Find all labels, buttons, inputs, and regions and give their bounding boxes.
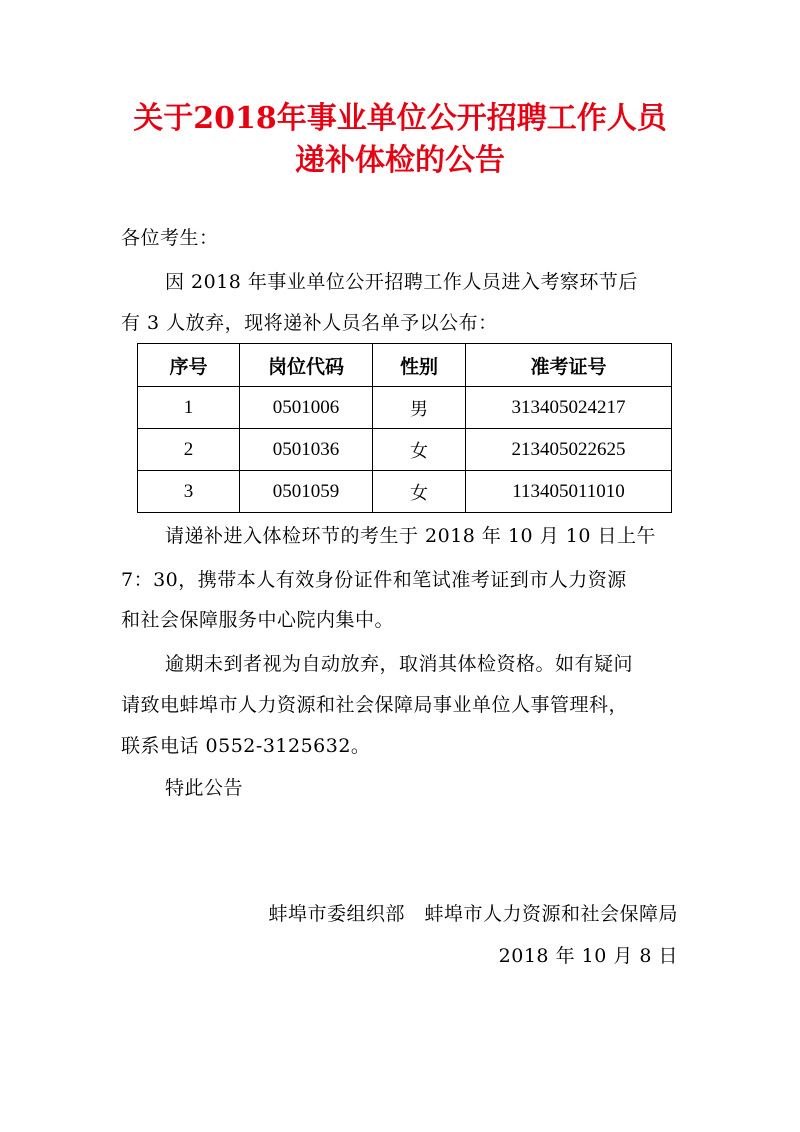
cell-exam-ticket-number: 313405024217 bbox=[466, 387, 672, 429]
cell-gender: 女 bbox=[373, 429, 466, 471]
cell-position-code: 0501006 bbox=[240, 387, 373, 429]
table-row bbox=[138, 387, 672, 429]
notice-title-line-2: 递补体检的公告 bbox=[295, 143, 505, 178]
table-row bbox=[138, 471, 672, 513]
intro-paragraph-line-1: 因 2018 年事业单位公开招聘工作人员进入考察环节后 bbox=[165, 271, 638, 293]
notice-title-line-1: 关于2018年事业单位公开招聘工作人员 bbox=[133, 101, 667, 136]
issuing-organizations: 蚌埠市委组织部 蚌埠市人力资源和社会保障局 bbox=[268, 903, 678, 925]
cell-seq-number: 2 bbox=[138, 429, 240, 471]
body-paragraph-1-line-2: 7：30，携带本人有效身份证件和笔试准考证到市人力资源 bbox=[121, 569, 627, 591]
header-seq-number: 序号 bbox=[138, 344, 240, 387]
table-header-row bbox=[138, 344, 672, 387]
body-paragraph-1-line-3: 和社会保障服务中心院内集中。 bbox=[121, 609, 395, 631]
cell-seq-number: 1 bbox=[138, 387, 240, 429]
cell-gender: 女 bbox=[373, 471, 466, 513]
cell-exam-ticket-number: 213405022625 bbox=[466, 429, 672, 471]
header-exam-ticket-number: 准考证号 bbox=[466, 344, 672, 387]
body-paragraph-2-line-2: 请致电蚌埠市人力资源和社会保障局事业单位人事管理科， bbox=[121, 694, 629, 716]
header-position-code: 岗位代码 bbox=[240, 344, 373, 387]
cell-seq-number: 3 bbox=[138, 471, 240, 513]
table-row bbox=[138, 429, 672, 471]
cell-position-code: 0501036 bbox=[240, 429, 373, 471]
issue-date: 2018 年 10 月 8 日 bbox=[498, 945, 678, 967]
body-paragraph-1-line-1: 请递补进入体检环节的考生于 2018 年 10 月 10 日上午 bbox=[165, 525, 656, 547]
cell-exam-ticket-number: 113405011010 bbox=[466, 471, 672, 513]
cell-gender: 男 bbox=[373, 387, 466, 429]
header-gender: 性别 bbox=[373, 344, 466, 387]
body-paragraph-2-line-1: 逾期未到者视为自动放弃，取消其体检资格。如有疑问 bbox=[165, 653, 634, 675]
body-paragraph-2-line-3: 联系电话 0552-3125632。 bbox=[121, 735, 371, 757]
candidate-table bbox=[137, 343, 672, 513]
cell-position-code: 0501059 bbox=[240, 471, 373, 513]
salutation: 各位考生： bbox=[121, 227, 219, 249]
closing-remark: 特此公告 bbox=[165, 777, 244, 799]
intro-paragraph-line-2: 有 3 人放弃，现将递补人员名单予以公布： bbox=[121, 312, 498, 334]
